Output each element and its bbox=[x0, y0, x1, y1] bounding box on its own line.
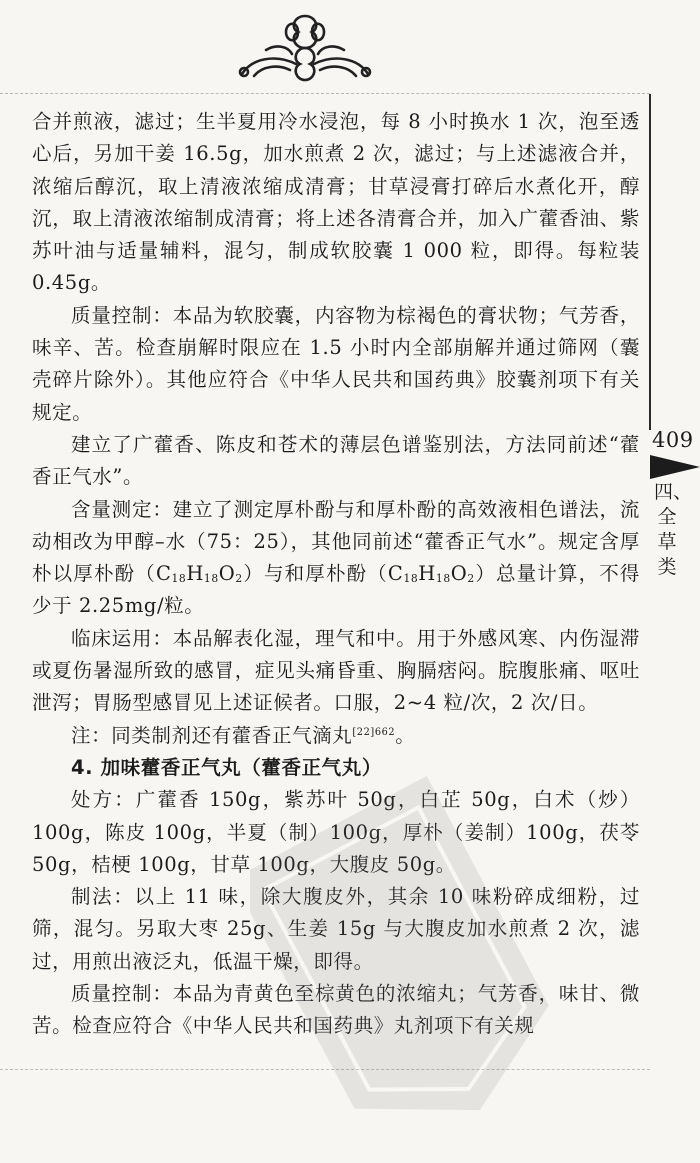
formula-element: H bbox=[418, 562, 436, 586]
paragraph-text: ）与和厚朴酚（ bbox=[242, 562, 388, 586]
margin-divider bbox=[649, 94, 651, 430]
section-tab: 四、全草类 bbox=[654, 481, 693, 578]
formula-element: C bbox=[387, 562, 404, 586]
citation-reference: [22]662 bbox=[352, 726, 396, 738]
paragraph-3: 建立了广藿香、陈皮和苍术的薄层色谱鉴别法，方法同前述“藿香正气水”。 bbox=[32, 432, 640, 489]
paragraph-text: 含量测定：建立了测定厚朴酚与和厚朴酚的高效液相色谱法，流动相改为甲醇–水（75：25），其他同前述“藿香正气水”。规定含厚朴以厚朴酚（ bbox=[32, 497, 640, 586]
formula-subscript: 2 bbox=[235, 572, 243, 586]
note-text: 注：同类制剂还有藿香正气滴丸 bbox=[71, 723, 353, 747]
formula-subscript: 18 bbox=[403, 572, 419, 586]
paragraph-2: 质量控制：本品为软胶囊，内容物为棕褐色的膏状物；气芳香，味辛、苦。检查崩解时限应在 1.5 小时内全部崩解并通过筛网（囊壳碎片除外）。其他应符合《中华人民共和国药典》胶囊剂项下有关规定。 bbox=[32, 303, 640, 424]
note-text: 。 bbox=[395, 723, 416, 747]
chemical-formula-2 bbox=[388, 562, 475, 585]
formula-element: O bbox=[218, 562, 236, 586]
paragraph-8: 处方：广藿香 150g，紫苏叶 50g，白芷 50g，白术（炒）100g，陈皮 100g，半夏（制）100g，厚朴（姜制）100g，茯苓 50g，桔梗 100g，甘草 100g，大腹皮 50g。 bbox=[32, 788, 640, 876]
page-number: 409 bbox=[652, 428, 694, 452]
formula-element: H bbox=[186, 562, 204, 586]
formula-element: O bbox=[450, 562, 468, 586]
formula-subscript: 18 bbox=[435, 572, 451, 586]
formula-subscript: 18 bbox=[171, 572, 187, 586]
main-text bbox=[32, 106, 640, 1043]
paragraph-5: 临床运用：本品解表化湿，理气和中。用于外感风寒、内伤湿滞或夏伤暑湿所致的感冒，症见头痛昏重、胸膈痞闷。脘腹胀痛、呕吐泄泻；胃肠型感冒见上述证候者。口服，2~4 粒/次，2 次/日。 bbox=[32, 626, 640, 715]
paragraph-text: ）总量计算，不得少于 2.25mg/粒。 bbox=[32, 562, 640, 618]
header-ornament-icon bbox=[236, 10, 374, 86]
section-heading: 4. 加味藿香正气丸（藿香正气丸） bbox=[71, 755, 382, 779]
paragraph-9: 制法：以上 11 味，除大腹皮外，其余 10 味粉碎成细粉，过筛，混匀。另取大枣 25g、生姜 15g 与大腹皮加水煎煮 2 次，滤过，用煎出液泛丸，低温干燥，即得。 bbox=[32, 885, 640, 973]
paragraph-4 bbox=[32, 494, 640, 623]
paragraph-1: 合并煎液，滤过；生半夏用冷水浸泡，每 8 小时换水 1 次，泡至透心后，另加干姜 16.5g，加水煎煮 2 次，滤过；与上述滤液合并，浓缩后醇沉，取上清液浓缩成清膏；甘草浸膏打碎后水煮化开，醇沉，取上清液浓缩制成清膏；将上述各清膏合并，加入广藿香油、紫苏叶油与适量辅料，混匀，制成软胶囊 1 000 粒，即得。每粒装 0.45g。 bbox=[32, 110, 640, 295]
paragraph-10: 质量控制：本品为青黄色至棕黄色的浓缩丸；气芳香，味甘、微苦。检查应符合《中华人民共和国药典》丸剂项下有关规 bbox=[32, 982, 640, 1038]
top-divider bbox=[0, 93, 650, 94]
chemical-formula-1 bbox=[156, 562, 243, 585]
formula-subscript: 2 bbox=[467, 572, 475, 586]
section-arrow-icon bbox=[650, 455, 700, 479]
formula-element: C bbox=[155, 562, 172, 586]
bottom-divider bbox=[0, 1069, 650, 1070]
formula-subscript: 18 bbox=[203, 572, 219, 586]
note-paragraph bbox=[32, 720, 640, 752]
